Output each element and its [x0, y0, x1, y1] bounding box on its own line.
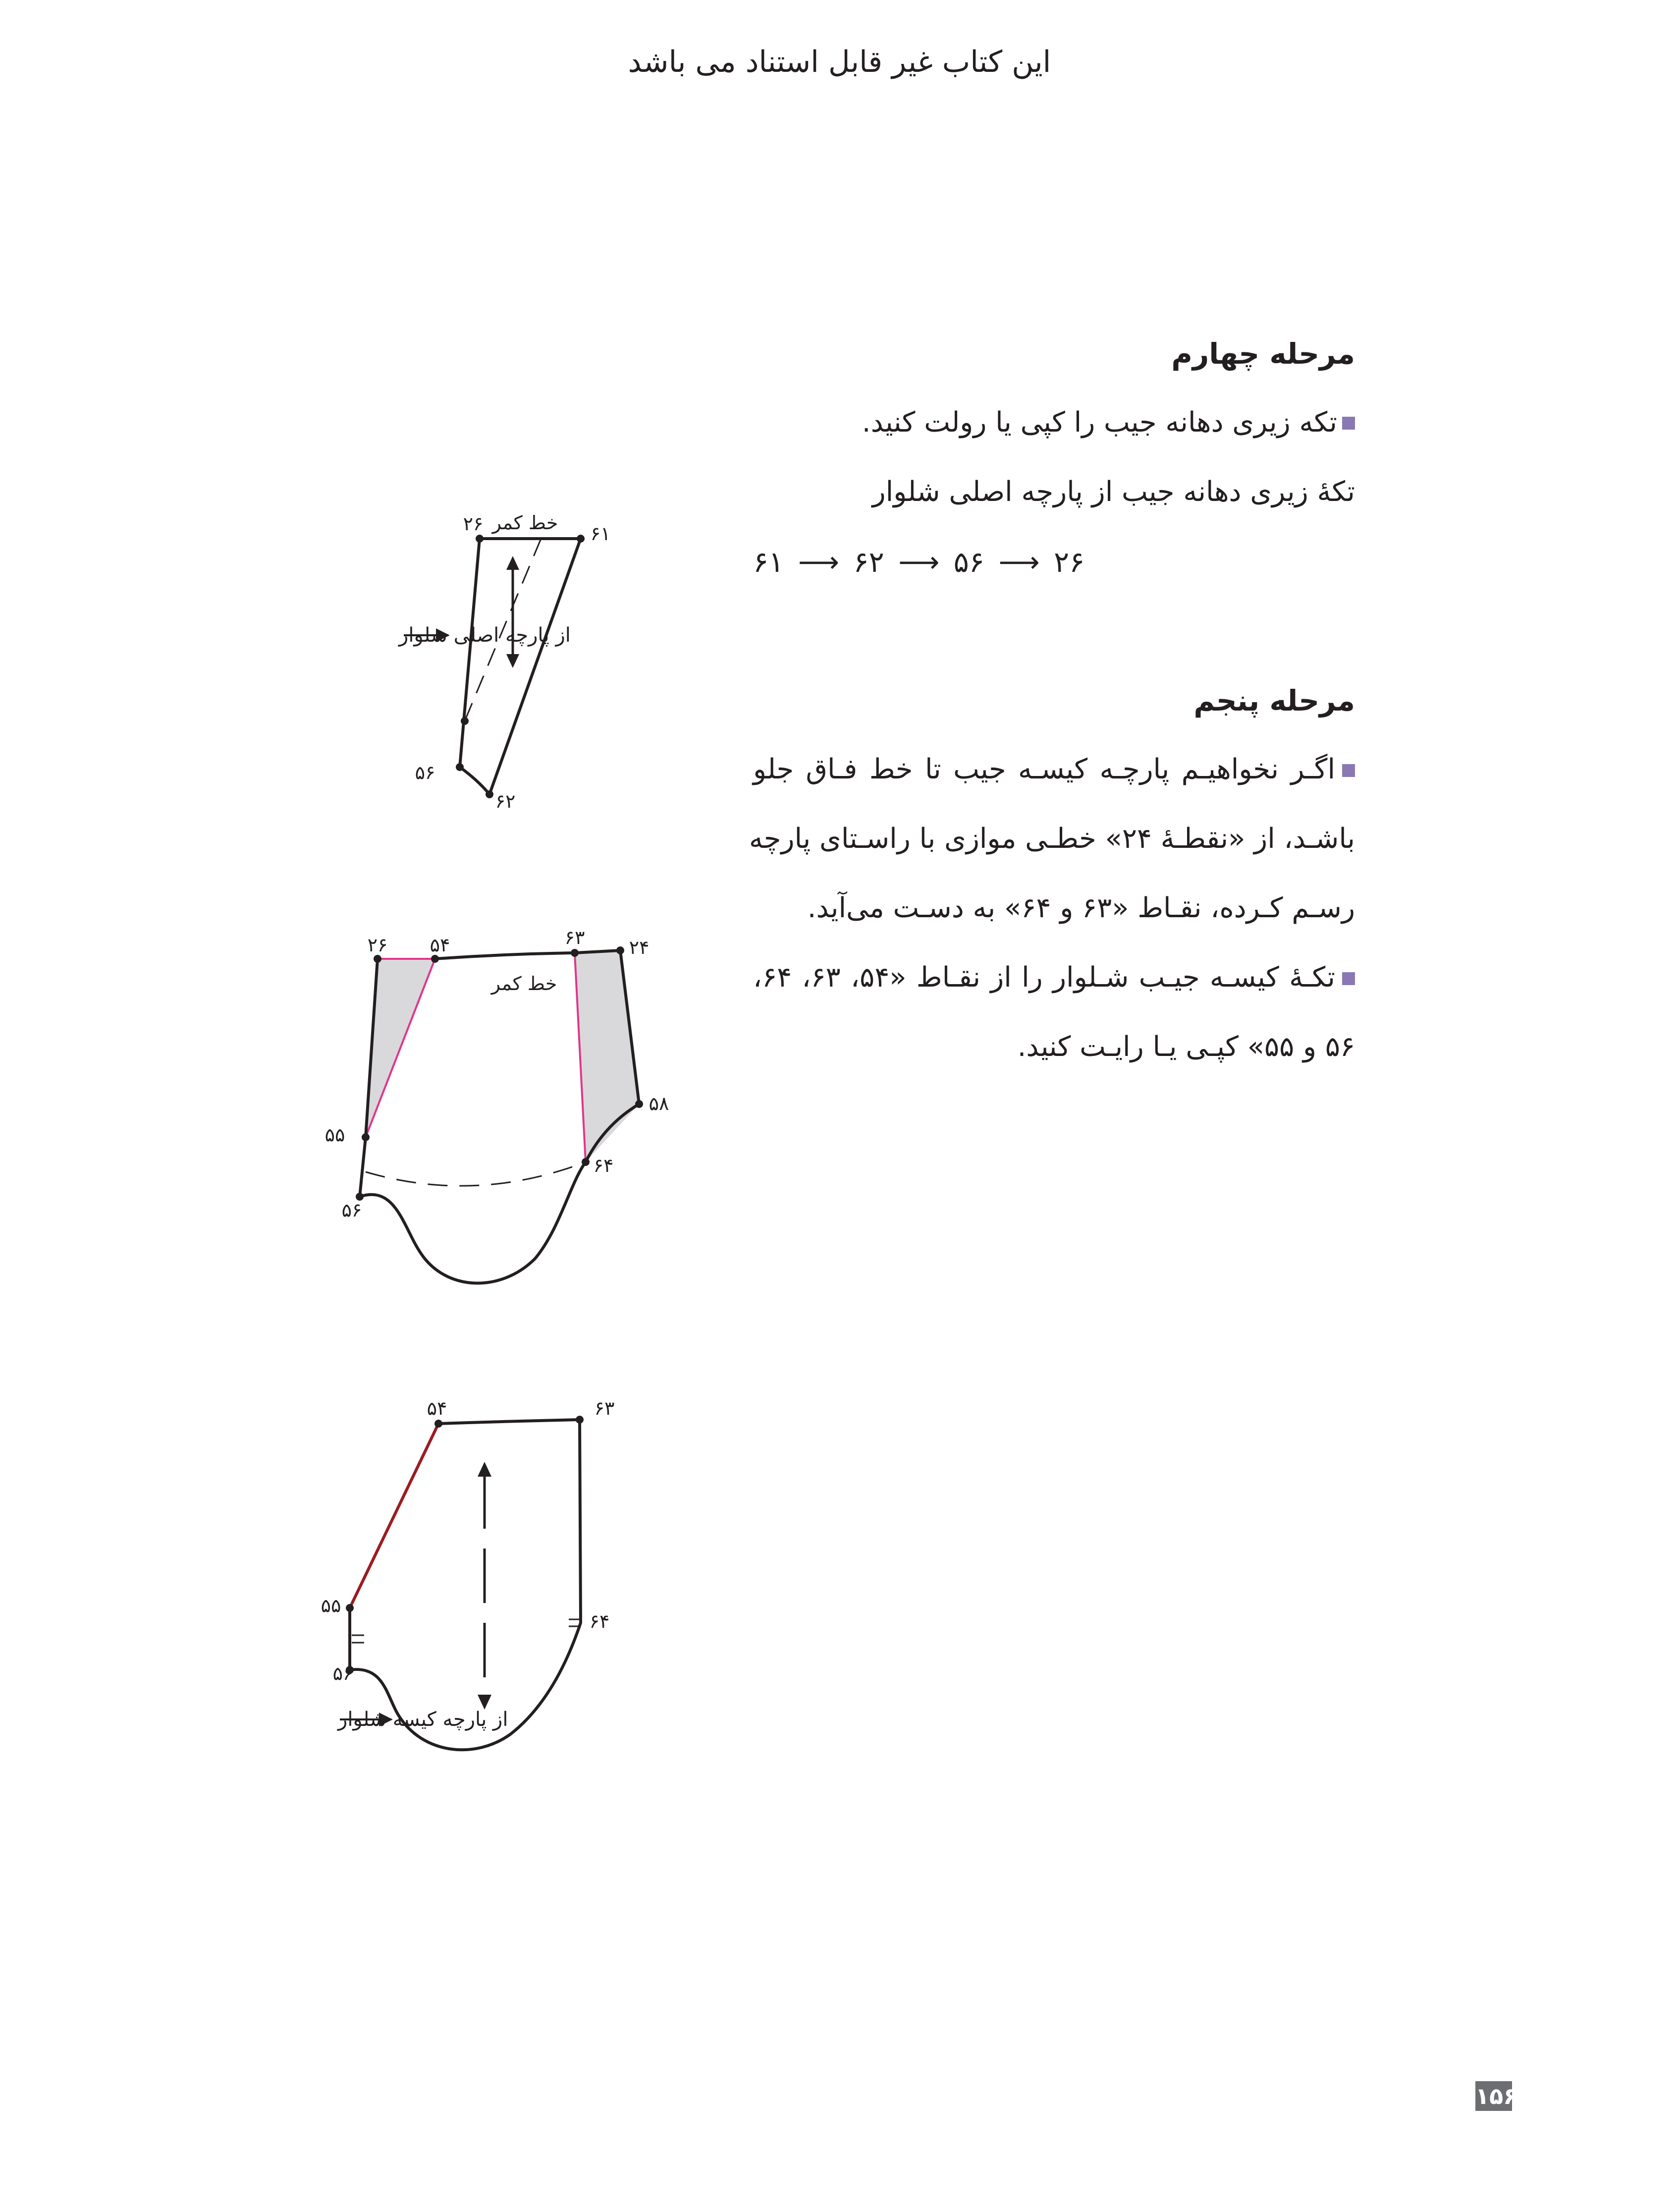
fig3-label-54: ۵۴ [427, 1397, 447, 1419]
fig2-point-63 [571, 949, 579, 957]
page-number-badge: ۱۵۶ [1475, 2081, 1512, 2111]
fig3-label-55: ۵۵ [321, 1595, 341, 1616]
fig2-point-58 [635, 1100, 643, 1108]
step4-bullet-text: تکه زیری دهانه جیب را کپی یا رولت کنید. [862, 406, 1337, 439]
fig2-point-55 [362, 1133, 370, 1141]
fig1-point-61 [577, 535, 585, 543]
fig3-point-54 [434, 1420, 442, 1428]
fig3-outline [350, 1420, 581, 1750]
fig1-point-62 [486, 790, 493, 798]
arrow-down-icon [478, 1695, 491, 1710]
fig2-label-64: ۶۴ [593, 1155, 614, 1176]
arrow-down-icon [506, 654, 519, 668]
figure-1 [398, 512, 610, 812]
fig3-point-55 [346, 1604, 354, 1612]
fig3-point-63 [576, 1416, 584, 1424]
fig3-red-edge [350, 1424, 438, 1608]
fig1-point-mid [461, 717, 469, 725]
fig3-label-63: ۶۳ [594, 1397, 615, 1419]
fig1-point-56 [456, 763, 464, 771]
step5-para2-line2: ۵۶ و ۵۵» کپـی یـا رایـت کنید. [1017, 1031, 1355, 1063]
fig2-label-26: ۲۶ [367, 934, 388, 956]
fig2-label-56: ۵۶ [341, 1199, 362, 1221]
fig2-dashed-curve [366, 1162, 586, 1186]
step5-para1-line1-text: اگـر نخواهیـم پارچـه کیسـه جیب تا خط فـاق جلو [753, 753, 1335, 785]
fig1-point-26 [476, 535, 484, 543]
fig2-label-24: ۲۴ [629, 937, 650, 958]
step5-heading: مرحله پنجم [1193, 684, 1355, 718]
figure-2 [325, 927, 669, 1283]
fig2-label-waist: خط کمر [491, 973, 557, 995]
arrow-up-icon [506, 556, 519, 570]
fig2-label-55: ۵۵ [325, 1124, 345, 1146]
figure-3 [321, 1397, 615, 1750]
step5-para1-line2: باشـد، از «نقطـۀ ۲۴» خطـی موازی با راسـتای پارچه [749, 823, 1355, 855]
fig2-label-63: ۶۳ [564, 927, 585, 948]
fig1-callout: از پارچه اصلی شلوار [399, 624, 571, 647]
fig1-label-26: ۲۶ [463, 513, 484, 535]
fig2-point-64 [582, 1158, 590, 1166]
fig1-label-61: ۶۱ [590, 523, 611, 545]
fig1-label-56: ۵۶ [415, 762, 435, 783]
fig2-point-24 [616, 946, 624, 954]
fig2-label-58: ۵۸ [649, 1093, 669, 1114]
watermark-text: این کتاب غیر قابل استناد می باشد [628, 45, 1051, 79]
arrow-up-icon [478, 1462, 491, 1477]
fig1-outline [460, 539, 581, 794]
fig3-callout: از پارچه کیسه شلوار [338, 1708, 508, 1731]
step5-para2-line1-text: تکـۀ کیسـه جیـب شـلوار را از نقـاط «۵۴، ۶۳، ۶۴، [753, 961, 1336, 994]
fig3-label-64: ۶۴ [589, 1610, 610, 1632]
fig2-label-54: ۵۴ [430, 934, 450, 956]
step5-para1-line3: رسـم کـرده، نقـاط «۶۳ و ۶۴» به دسـت می‌آید. [807, 892, 1355, 924]
step4-caption: تکۀ زیری دهانه جیب از پارچه اصلی شلوار [872, 476, 1355, 508]
fig2-point-54 [431, 955, 439, 963]
fig1-label-waist: خط کمر [492, 512, 558, 534]
fig2-crotch-curve [360, 1162, 586, 1283]
step4-heading: مرحله چهارم [1171, 337, 1355, 371]
fig1-label-62: ۶۲ [495, 790, 516, 812]
fig2-point-26 [374, 955, 381, 963]
step4-sequence: ۶۱ ⟶ ۶۲ ⟶ ۵۶ ⟶ ۲۶ [753, 545, 1085, 579]
fig3-label-56: ۵۶ [332, 1662, 353, 1684]
